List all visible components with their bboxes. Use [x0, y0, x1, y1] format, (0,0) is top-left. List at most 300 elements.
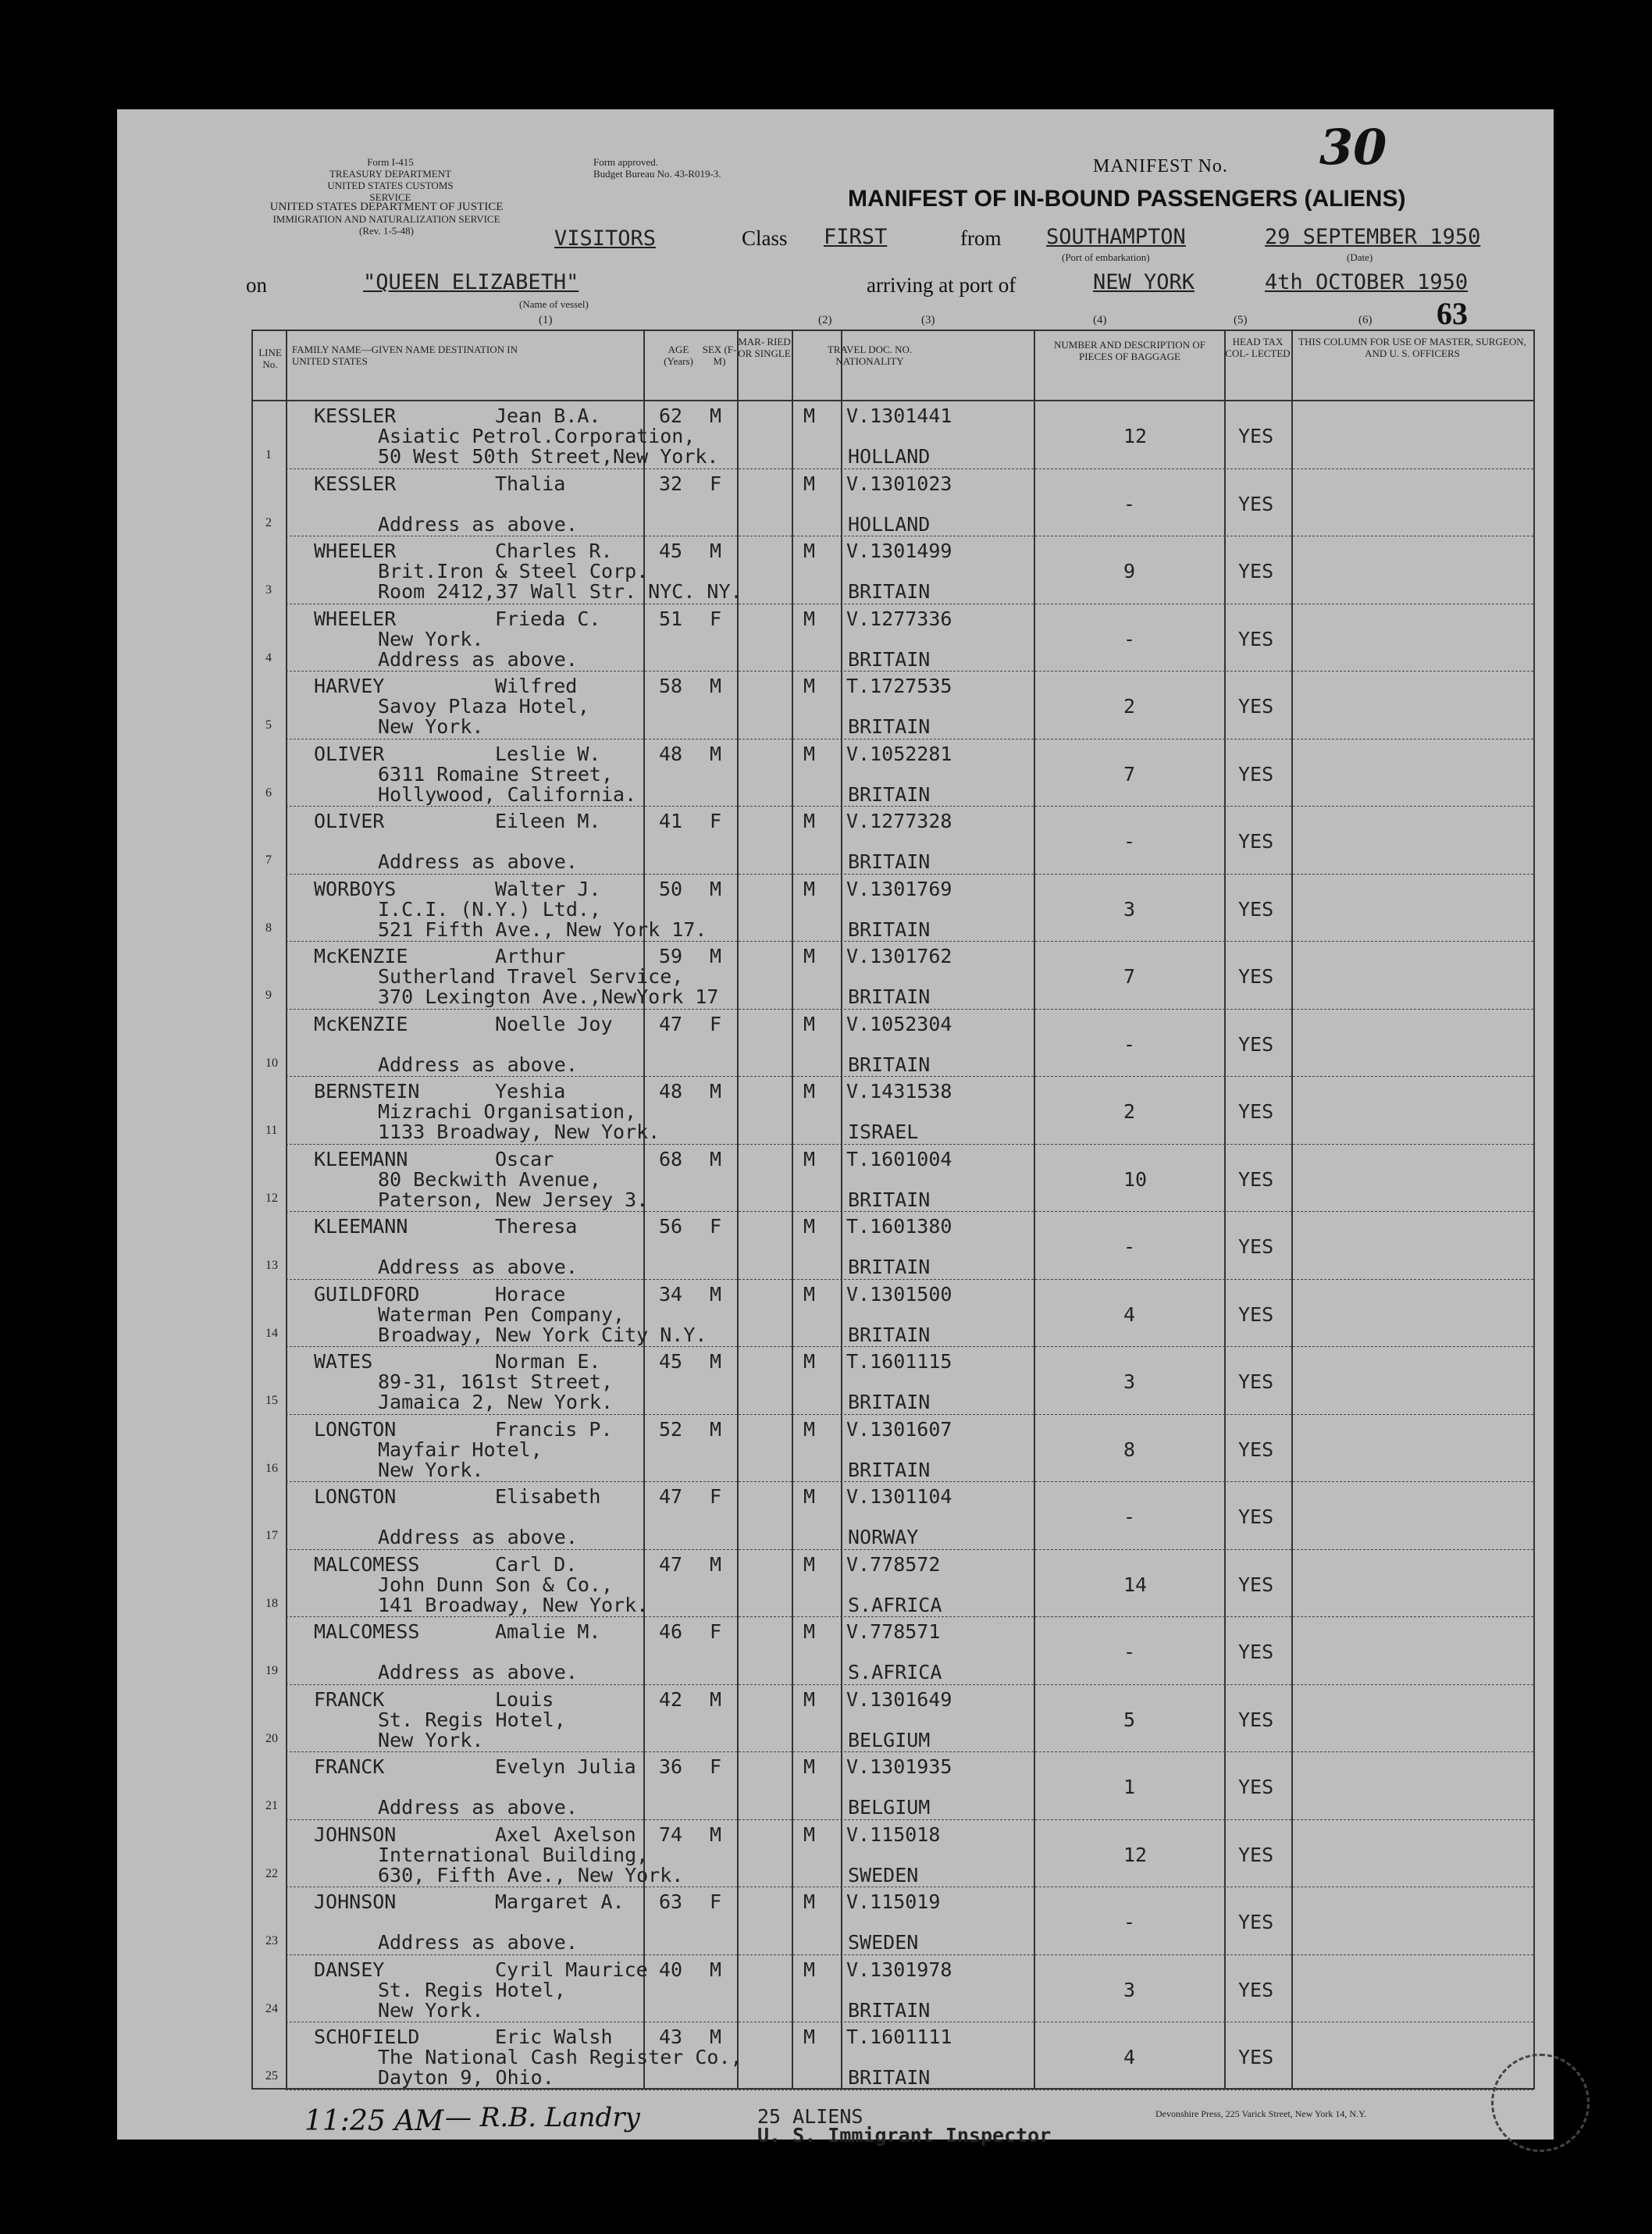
destination-line-1: International Building, — [378, 1843, 649, 1866]
table-row — [253, 1752, 1533, 1820]
nationality: HOLLAND — [848, 445, 931, 468]
sex: F — [710, 1890, 722, 1913]
destination-line-2: Address as above. — [378, 1661, 578, 1684]
family-name: LONGTON — [314, 1485, 397, 1508]
given-name: Yeshia — [495, 1080, 566, 1103]
destination-line-2: 630, Fifth Ave., New York. — [378, 1863, 684, 1887]
marital-status: M — [803, 1620, 816, 1643]
age: 63 — [659, 1890, 683, 1913]
nationality: BELGIUM — [848, 1796, 931, 1819]
justice-block — [234, 201, 539, 237]
family-name: GUILDFORD — [314, 1282, 420, 1306]
head-tax: YES — [1238, 1167, 1274, 1191]
class-label: Class — [742, 226, 788, 250]
table-row — [253, 1617, 1533, 1685]
nationality: BRITAIN — [848, 580, 931, 603]
baggage-count: - — [1123, 1235, 1136, 1258]
given-name: Jean B.A. — [495, 404, 601, 427]
given-name: Margaret A. — [495, 1890, 625, 1913]
line-number: 7 — [265, 853, 272, 867]
marital-status: M — [803, 810, 816, 832]
line-number: 15 — [265, 1394, 278, 1407]
given-name: Noelle Joy — [495, 1012, 613, 1035]
nationality: S.AFRICA — [848, 1593, 942, 1616]
destination-line-1: 80 Beckwith Avenue, — [378, 1167, 601, 1191]
vessel-sublabel: (Name of vessel) — [519, 298, 589, 310]
age: 58 — [659, 675, 683, 697]
marital-status: M — [803, 1350, 816, 1373]
destination-line-2: Jamaica 2, New York. — [378, 1391, 614, 1413]
destination-line-1: I.C.I. (N.Y.) Ltd., — [378, 897, 601, 921]
family-name: OLIVER — [314, 742, 385, 765]
destination-line-2: Address as above. — [378, 647, 578, 671]
family-name: JOHNSON — [314, 1890, 397, 1913]
head-tax: YES — [1238, 1573, 1274, 1596]
col-header-head-tax: HEAD TAX COL- LECTED — [1225, 336, 1291, 359]
table-row — [253, 1010, 1533, 1078]
sex: M — [710, 1147, 722, 1170]
nationality: BRITAIN — [848, 1998, 931, 2022]
age: 47 — [659, 1012, 683, 1035]
travel-doc-number: V.1301499 — [846, 540, 952, 562]
column-number-5: (5) — [1234, 314, 1248, 326]
family-name: OLIVER — [314, 810, 385, 832]
age: 42 — [659, 1687, 683, 1711]
family-name: McKENZIE — [314, 945, 408, 967]
sex: F — [710, 1215, 722, 1238]
baggage-count: - — [1123, 1641, 1136, 1663]
given-name: Axel Axelson — [495, 1822, 636, 1846]
given-name: Theresa — [495, 1215, 578, 1238]
line-number: 18 — [265, 1596, 278, 1610]
travel-doc-number: V.1301769 — [846, 877, 952, 900]
table-row — [253, 672, 1533, 739]
travel-doc-number: V.1052304 — [846, 1012, 952, 1035]
travel-doc-number: V.778572 — [846, 1552, 941, 1576]
marital-status: M — [803, 472, 816, 495]
destination-line-2: New York. — [378, 1998, 484, 2022]
destination-line-2: Paterson, New Jersey 3. — [378, 1188, 649, 1211]
marital-status: M — [803, 1282, 816, 1306]
given-name: Wilfred — [495, 675, 578, 697]
head-tax: YES — [1238, 492, 1274, 515]
marital-status: M — [803, 1012, 816, 1035]
form-approval — [593, 156, 796, 180]
official-stamp — [1491, 2054, 1590, 2152]
travel-doc-number: V.1301935 — [846, 1755, 952, 1778]
sex: F — [710, 1012, 722, 1035]
age: 47 — [659, 1552, 683, 1576]
table-row — [253, 807, 1533, 875]
nationality: BRITAIN — [848, 647, 931, 671]
given-name: Charles R. — [495, 540, 613, 562]
destination-line-1: Mizrachi Organisation, — [378, 1100, 637, 1123]
table-row — [253, 1685, 1533, 1753]
destination-line-2: Address as above. — [378, 512, 578, 536]
baggage-count: - — [1123, 1911, 1136, 1933]
destination-line-1: New York. — [378, 627, 484, 650]
given-name: Walter J. — [495, 877, 601, 900]
inspector-label: U. S. Immigrant Inspector — [757, 2124, 1052, 2147]
travel-doc-number: V.778571 — [846, 1620, 941, 1643]
line-number: 16 — [265, 1461, 278, 1475]
given-name: Evelyn Julia — [495, 1755, 636, 1778]
age: 68 — [659, 1147, 683, 1170]
col-header-name: FAMILY NAME—GIVEN NAME DESTINATION IN UNITED STATES — [292, 344, 518, 367]
sex: M — [710, 1350, 722, 1373]
family-name: KESSLER — [314, 472, 397, 495]
destination-line-1: The National Cash Register Co., — [378, 2046, 742, 2068]
baggage-count: - — [1123, 830, 1136, 853]
table-row — [253, 1955, 1533, 2023]
line-number: 8 — [265, 921, 272, 935]
destination-line-2: 370 Lexington Ave.,NewYork 17 — [378, 985, 719, 1008]
sex: M — [710, 540, 722, 562]
table-row — [253, 469, 1533, 537]
nationality: BRITAIN — [848, 1323, 931, 1346]
age: 48 — [659, 742, 683, 765]
marital-status: M — [803, 404, 816, 427]
page-number: 63 — [1437, 296, 1468, 331]
family-name: DANSEY — [314, 1958, 385, 1981]
marital-status: M — [803, 1485, 816, 1508]
travel-doc-number: V.1301978 — [846, 1958, 952, 1981]
age: 47 — [659, 1485, 683, 1508]
head-tax: YES — [1238, 425, 1274, 447]
table-row — [253, 1820, 1533, 1888]
travel-doc-number: T.1601004 — [846, 1147, 952, 1170]
marital-status: M — [803, 2026, 816, 2048]
baggage-count: - — [1123, 1032, 1136, 1056]
sex: F — [710, 1755, 722, 1778]
marital-status: M — [803, 742, 816, 765]
travel-doc-number: V.1301023 — [846, 472, 952, 495]
marital-status: M — [803, 1890, 816, 1913]
travel-doc-number: V.115019 — [846, 1890, 941, 1913]
baggage-count: - — [1123, 492, 1136, 515]
destination-line-2: Address as above. — [378, 1526, 578, 1548]
age: 51 — [659, 607, 683, 630]
ins-label: IMMIGRATION AND NATURALIZATION SERVICE — [272, 213, 500, 225]
table-row — [253, 1887, 1533, 1955]
marital-status: M — [803, 1755, 816, 1778]
travel-doc-number: V.1277328 — [846, 810, 952, 832]
head-tax: YES — [1238, 1911, 1274, 1933]
age: 40 — [659, 1958, 683, 1981]
head-tax: YES — [1238, 1032, 1274, 1056]
age: 34 — [659, 1282, 683, 1306]
line-number: 13 — [265, 1259, 278, 1272]
sex: M — [710, 877, 722, 900]
sex: M — [710, 1822, 722, 1846]
age: 36 — [659, 1755, 683, 1778]
given-name: Carl D. — [495, 1552, 578, 1576]
manifest-page — [117, 109, 1554, 2147]
travel-doc-number: V.115018 — [846, 1822, 941, 1846]
age: 52 — [659, 1417, 683, 1441]
arriving-label: arriving at port of — [867, 273, 1016, 297]
destination-line-2: Address as above. — [378, 1796, 578, 1819]
on-label: on — [246, 273, 267, 297]
sex: M — [710, 1687, 722, 1711]
line-number: 22 — [265, 1866, 278, 1880]
line-number: 19 — [265, 1664, 278, 1677]
col-header-age: AGE (Years) — [664, 344, 693, 367]
nationality: BELGIUM — [848, 1728, 931, 1751]
destination-line-2: 521 Fifth Ave., New York 17. — [378, 917, 707, 941]
sex: M — [710, 1282, 722, 1306]
sex: F — [710, 1485, 722, 1508]
head-tax: YES — [1238, 965, 1274, 988]
head-tax: YES — [1238, 762, 1274, 786]
line-number: 14 — [265, 1326, 278, 1340]
head-tax: YES — [1238, 1370, 1274, 1393]
head-tax: YES — [1238, 1776, 1274, 1798]
family-name: JOHNSON — [314, 1822, 397, 1846]
marital-status: M — [803, 877, 816, 900]
destination-line-2: New York. — [378, 715, 484, 738]
line-number: 3 — [265, 583, 272, 597]
age: 43 — [659, 2026, 683, 2048]
family-name: SCHOFIELD — [314, 2026, 420, 2048]
arrival-date: 4th OCTOBER 1950 — [1265, 270, 1469, 294]
destination-line-1: Brit.Iron & Steel Corp. — [378, 560, 649, 583]
from-label: from — [960, 226, 1002, 250]
column-number-4: (4) — [1093, 314, 1107, 326]
col-header-married: MAR- RIED OR SINGLE — [738, 336, 791, 359]
head-tax: YES — [1238, 1100, 1274, 1123]
col-header-travel-doc: TRAVEL DOC. NO. NATIONALITY — [827, 344, 913, 367]
marital-status: M — [803, 1147, 816, 1170]
col-header-line: LINE No. — [258, 347, 282, 370]
head-tax: YES — [1238, 627, 1274, 650]
budget-label: Budget Bureau No. 43-R019-3. — [593, 168, 721, 180]
line-number: 20 — [265, 1731, 278, 1745]
travel-doc-number: V.1301762 — [846, 945, 952, 967]
manifest-type: VISITORS — [554, 226, 657, 251]
column-number-6: (6) — [1358, 314, 1373, 326]
family-name: MALCOMESS — [314, 1620, 420, 1643]
destination-line-2: Room 2412,37 Wall Str. NYC. NY. — [378, 580, 742, 603]
sex: F — [710, 1620, 722, 1643]
travel-doc-number: V.1301104 — [846, 1485, 952, 1508]
given-name: Oscar — [495, 1147, 554, 1170]
marital-status: M — [803, 607, 816, 630]
justice-label: UNITED STATES DEPARTMENT OF JUSTICE — [269, 201, 504, 213]
baggage-count: - — [1123, 1505, 1136, 1528]
marital-status: M — [803, 1687, 816, 1711]
inspector-signature: — R.B. Landry — [445, 2102, 640, 2133]
given-name: Eric Walsh — [495, 2026, 613, 2048]
approved-label: Form approved. — [593, 156, 659, 168]
sex: M — [710, 1080, 722, 1103]
family-name: FRANCK — [314, 1687, 385, 1711]
destination-line-1: 89-31, 161st Street, — [378, 1370, 614, 1393]
table-row — [253, 1415, 1533, 1483]
form-number: Form I-415 — [367, 156, 414, 168]
nationality: BRITAIN — [848, 917, 931, 941]
marital-status: M — [803, 1552, 816, 1576]
embarkation-date: 29 SEPTEMBER 1950 — [1265, 225, 1481, 249]
baggage-count: 3 — [1123, 897, 1136, 921]
baggage-count: 3 — [1123, 1978, 1136, 2001]
line-number: 23 — [265, 1934, 278, 1947]
nationality: BRITAIN — [848, 1256, 931, 1278]
date-sublabel: (Date) — [1347, 251, 1373, 263]
table-row — [253, 1145, 1533, 1213]
manifest-no-value: 30 — [1319, 119, 1387, 176]
destination-line-2: Address as above. — [378, 1256, 578, 1278]
nationality: HOLLAND — [848, 512, 931, 536]
destination-line-2: Address as above. — [378, 1931, 578, 1954]
baggage-count: 4 — [1123, 1302, 1136, 1326]
customs-label: UNITED STATES CUSTOMS SERVICE — [327, 180, 454, 203]
baggage-count: 7 — [1123, 762, 1136, 786]
line-number: 2 — [265, 515, 272, 529]
nationality: ISRAEL — [848, 1121, 919, 1143]
destination-line-1: St. Regis Hotel, — [378, 1708, 566, 1731]
marital-status: M — [803, 1417, 816, 1441]
port-of-embarkation: SOUTHAMPTON — [1046, 225, 1186, 249]
family-name: WHEELER — [314, 540, 397, 562]
age: 62 — [659, 404, 683, 427]
age: 41 — [659, 810, 683, 832]
col-header-sex: SEX (F-M) — [702, 344, 737, 367]
nationality: BRITAIN — [848, 715, 931, 738]
family-name: KLEEMANN — [314, 1215, 408, 1238]
given-name: Leslie W. — [495, 742, 601, 765]
line-number: 5 — [265, 718, 272, 732]
marital-status: M — [803, 1958, 816, 1981]
class-value: FIRST — [824, 225, 888, 249]
printer-imprint: Devonshire Press, 225 Varick Street, New York 14, N.Y. — [1155, 2108, 1367, 2119]
baggage-count: 1 — [1123, 1776, 1136, 1798]
given-name: Thalia — [495, 472, 566, 495]
sex: M — [710, 1552, 722, 1576]
head-tax: YES — [1238, 1708, 1274, 1731]
sex: M — [710, 945, 722, 967]
marital-status: M — [803, 1080, 816, 1103]
table-row — [253, 1280, 1533, 1348]
baggage-count: 2 — [1123, 1100, 1136, 1123]
head-tax: YES — [1238, 695, 1274, 718]
marital-status: M — [803, 945, 816, 967]
age: 48 — [659, 1080, 683, 1103]
given-name: Francis P. — [495, 1417, 613, 1441]
given-name: Cyril Maurice — [495, 1958, 648, 1981]
destination-line-2: 1133 Broadway, New York. — [378, 1121, 660, 1143]
family-name: KESSLER — [314, 404, 397, 427]
baggage-count: 9 — [1123, 560, 1136, 583]
table-row — [253, 1482, 1533, 1550]
marital-status: M — [803, 1215, 816, 1238]
line-number: 25 — [265, 2069, 278, 2083]
vessel-name: "QUEEN ELIZABETH" — [363, 270, 579, 294]
family-name: KLEEMANN — [314, 1147, 408, 1170]
line-number: 6 — [265, 786, 272, 800]
table-row — [253, 604, 1533, 672]
nationality: BRITAIN — [848, 782, 931, 806]
given-name: Amalie M. — [495, 1620, 601, 1643]
head-tax: YES — [1238, 1641, 1274, 1663]
destination-line-1: John Dunn Son & Co., — [378, 1573, 614, 1596]
baggage-count: 3 — [1123, 1370, 1136, 1393]
sex: F — [710, 607, 722, 630]
table-row — [253, 2022, 1533, 2090]
destination-line-1: St. Regis Hotel, — [378, 1978, 566, 2001]
line-number: 4 — [265, 650, 272, 664]
nationality: BRITAIN — [848, 2066, 931, 2089]
head-tax: YES — [1238, 1843, 1274, 1866]
line-number: 1 — [265, 448, 272, 461]
travel-doc-number: V.1052281 — [846, 742, 952, 765]
age: 46 — [659, 1620, 683, 1643]
baggage-count: 10 — [1123, 1167, 1148, 1191]
table-row — [253, 942, 1533, 1010]
destination-line-2: 50 West 50th Street,New York. — [378, 445, 719, 468]
rev-label: (Rev. 1-5-48) — [359, 225, 414, 237]
family-name: WATES — [314, 1350, 373, 1373]
age: 50 — [659, 877, 683, 900]
family-name: BERNSTEIN — [314, 1080, 420, 1103]
nationality: SWEDEN — [848, 1931, 919, 1954]
age: 45 — [659, 540, 683, 562]
table-row — [253, 401, 1533, 469]
family-name: LONGTON — [314, 1417, 397, 1441]
travel-doc-number: V.1301607 — [846, 1417, 952, 1441]
destination-line-2: Address as above. — [378, 1053, 578, 1076]
travel-doc-number: V.1431538 — [846, 1080, 952, 1103]
sex: M — [710, 675, 722, 697]
age: 74 — [659, 1822, 683, 1846]
nationality: BRITAIN — [848, 1053, 931, 1076]
baggage-count: 12 — [1123, 425, 1148, 447]
age: 45 — [659, 1350, 683, 1373]
destination-line-2: Broadway, New York City N.Y. — [378, 1323, 707, 1346]
travel-doc-number: T.1601111 — [846, 2026, 952, 2048]
head-tax: YES — [1238, 1438, 1274, 1461]
table-row — [253, 1550, 1533, 1618]
port-embark-sublabel: (Port of embarkation) — [1062, 251, 1150, 263]
destination-line-1: Asiatic Petrol.Corporation, — [378, 425, 696, 447]
marital-status: M — [803, 1822, 816, 1846]
given-name: Louis — [495, 1687, 554, 1711]
baggage-count: 14 — [1123, 1573, 1148, 1596]
column-number-3: (3) — [921, 314, 935, 326]
column-number-1: (1) — [539, 314, 553, 326]
nationality: SWEDEN — [848, 1863, 919, 1887]
head-tax: YES — [1238, 830, 1274, 853]
head-tax: YES — [1238, 1978, 1274, 2001]
family-name: WHEELER — [314, 607, 397, 630]
baggage-count: 5 — [1123, 1708, 1136, 1731]
head-tax: YES — [1238, 1235, 1274, 1258]
destination-line-1: Mayfair Hotel, — [378, 1438, 543, 1461]
travel-doc-number: T.1601115 — [846, 1350, 952, 1373]
travel-doc-number: V.1301441 — [846, 404, 952, 427]
age: 59 — [659, 945, 683, 967]
marital-status: M — [803, 540, 816, 562]
family-name: FRANCK — [314, 1755, 385, 1778]
given-name: Norman E. — [495, 1350, 601, 1373]
given-name: Elisabeth — [495, 1485, 601, 1508]
age: 32 — [659, 472, 683, 495]
baggage-count: 8 — [1123, 1438, 1136, 1461]
destination-line-2: 141 Broadway, New York. — [378, 1593, 649, 1616]
baggage-count: 2 — [1123, 695, 1136, 718]
column-number-2: (2) — [818, 314, 832, 326]
manifest-no-label: MANIFEST No. — [1093, 156, 1228, 176]
